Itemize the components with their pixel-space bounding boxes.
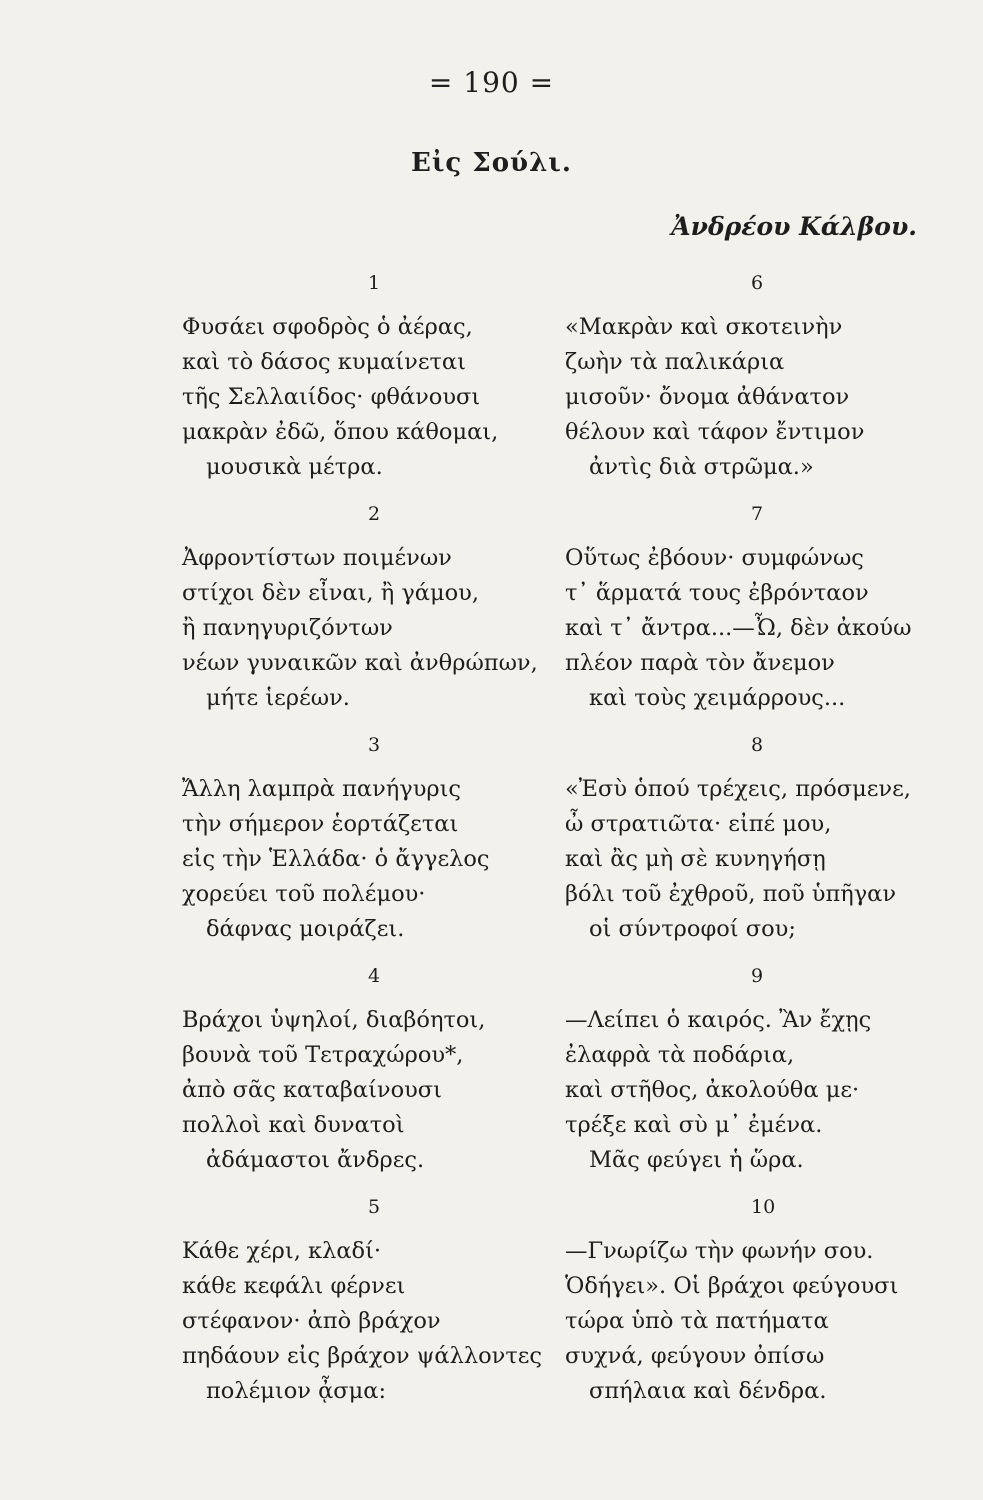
verse-line: νέων γυναικῶν καὶ ἀνθρώπων, — [182, 650, 538, 676]
verse-line: καὶ τ᾽ ἄντρα...—Ὦ, δὲν ἀκούω — [565, 615, 912, 641]
right-column — [565, 270, 945, 1409]
verse-line: τ᾽ ἅρματά τους ἐβρόνταον — [565, 580, 869, 606]
stanza-number: 3 — [368, 734, 381, 756]
verse-line: Ἄλλη λαμπρὰ πανήγυρις — [182, 776, 462, 802]
verse-line: πλέον παρὰ τὸν ἄνεμον — [565, 650, 835, 676]
verse-line: καὶ τοὺς χειμάρρους... — [589, 685, 846, 711]
verse-line: βόλι τοῦ ἐχθροῦ, ποῦ ὑπῆγαν — [565, 881, 897, 907]
verse-line: τώρα ὑπὸ τὰ πατήματα — [565, 1308, 829, 1334]
verse-line: εἰς τὴν Ἑλλάδα· ὁ ἄγγελος — [182, 846, 490, 872]
verse-line: Βράχοι ὑψηλοί, διαβόητοι, — [182, 1007, 486, 1033]
stanza-number: 6 — [751, 272, 764, 294]
verse-line: Ἀφροντίστων ποιμένων — [182, 545, 452, 571]
page-number: = 190 = — [428, 66, 555, 99]
verse-line: Κάθε χέρι, κλαδί· — [182, 1238, 382, 1264]
stanza — [565, 501, 945, 716]
verse-line: —Γνωρίζω τὴν φωνήν σου. — [565, 1238, 874, 1264]
verse-line: μουσικὰ μέτρα. — [206, 454, 383, 480]
verse-line: πηδάουν εἰς βράχον ψάλλοντες — [182, 1343, 543, 1369]
stanza — [182, 1194, 582, 1409]
poem-author: Ἀνδρέου Κάλβου. — [671, 212, 917, 241]
verse-line: μακρὰν ἐδῶ, ὅπου κάθομαι, — [182, 419, 499, 445]
verse-line: οἱ σύντροφοί σου; — [589, 916, 796, 942]
verse-line: κάθε κεφάλι φέρνει — [182, 1273, 406, 1299]
stanza-number: 9 — [751, 965, 764, 987]
stanza-number: 4 — [368, 965, 381, 987]
verse-line: —Λείπει ὁ καιρός. Ἂν ἔχῃς — [565, 1007, 872, 1033]
verse-line: μισοῦν· ὄνομα ἀθάνατον — [565, 384, 850, 410]
verse-line: σπήλαια καὶ δένδρα. — [589, 1378, 827, 1404]
verse-line: ἢ πανηγυριζόντων — [182, 615, 393, 641]
stanza — [565, 732, 945, 947]
stanza — [565, 963, 945, 1178]
stanza-number: 1 — [368, 272, 381, 294]
verse-line: Φυσάει σφοδρὸς ὁ ἀέρας, — [182, 314, 473, 340]
verse-line: «Μακρὰν καὶ σκοτεινὴν — [565, 314, 843, 340]
verse-line: Μᾶς φεύγει ἡ ὥρα. — [589, 1147, 804, 1173]
verse-line: καὶ τὸ δάσος κυμαίνεται — [182, 349, 466, 375]
stanza — [565, 270, 945, 485]
verse-line: χορεύει τοῦ πολέμου· — [182, 881, 426, 907]
stanza-number: 8 — [751, 734, 764, 756]
verse-line: στέφανον· ἀπὸ βράχον — [182, 1308, 441, 1334]
verse-line: Ὁδήγει». Οἱ βράχοι φεύγουσι — [565, 1273, 899, 1299]
left-column — [182, 270, 582, 1409]
stanza-number: 5 — [368, 1196, 381, 1218]
verse-line: τῆς Σελλαιίδος· φθάνουσι — [182, 384, 481, 410]
stanza — [182, 501, 582, 716]
stanza-number: 2 — [368, 503, 381, 525]
verse-line: πολέμιον ᾆσμα: — [206, 1378, 387, 1404]
verse-line: ἀδάμαστοι ἄνδρες. — [206, 1147, 425, 1173]
verse-line: ὦ στρατιῶτα· εἰπέ μου, — [565, 811, 832, 837]
verse-line: τὴν σήμερον ἑορτάζεται — [182, 811, 459, 837]
verse-line: «Ἐσὺ ὁπού τρέχεις, πρόσμενε, — [565, 776, 911, 802]
verse-line: στίχοι δὲν εἶναι, ἢ γάμου, — [182, 580, 479, 606]
verse-line: καὶ στῆθος, ἀκολούθα με· — [565, 1077, 860, 1103]
verse-line: πολλοὶ καὶ δυνατοὶ — [182, 1112, 405, 1138]
poem-title: Εἰς Σούλι. — [411, 148, 572, 178]
verse-line: ἀντὶς διὰ στρῶμα.» — [589, 454, 814, 480]
stanza-number: 10 — [751, 1196, 776, 1218]
verse-line: ἐλαφρὰ τὰ ποδάρια, — [565, 1042, 795, 1068]
verse-line: βουνὰ τοῦ Τετραχώρου*, — [182, 1042, 464, 1068]
verse-line: συχνά, φεύγουν ὀπίσω — [565, 1343, 825, 1369]
verse-line: θέλουν καὶ τάφον ἔντιμον — [565, 419, 865, 445]
verse-line: ζωὴν τὰ παλικάρια — [565, 349, 785, 375]
verse-line: Οὕτως ἐβόουν· συμφώνως — [565, 545, 864, 571]
stanza — [565, 1194, 945, 1409]
verse-line: ἀπὸ σᾶς καταβαίνουσι — [182, 1077, 442, 1103]
stanza — [182, 732, 582, 947]
verse-line: δάφνας μοιράζει. — [206, 916, 405, 942]
verse-line: καὶ ἂς μὴ σὲ κυνηγήσῃ — [565, 846, 826, 872]
verse-line: μήτε ἱερέων. — [206, 685, 350, 711]
verse-line: τρέξε καὶ σὺ μ᾽ ἐμένα. — [565, 1112, 823, 1138]
stanza-number: 7 — [751, 503, 764, 525]
stanza — [182, 963, 582, 1178]
stanza — [182, 270, 582, 485]
